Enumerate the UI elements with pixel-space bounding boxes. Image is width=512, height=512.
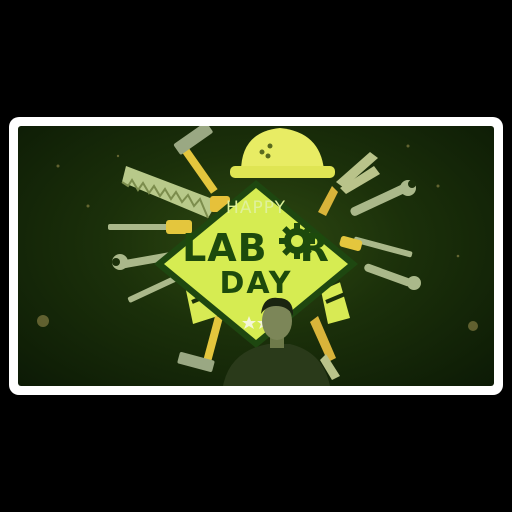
labor-text-end: R: [299, 226, 330, 270]
day-text: DAY: [219, 266, 293, 301]
hard-hat-icon: [230, 128, 335, 178]
labor-day-heading: [18, 226, 494, 270]
happy-text: HAPPY: [226, 198, 286, 218]
hammer-icon: [177, 316, 223, 373]
hammer-icon: [173, 126, 217, 194]
labor-text-start: LAB: [182, 226, 268, 270]
poster-image: [18, 126, 494, 386]
